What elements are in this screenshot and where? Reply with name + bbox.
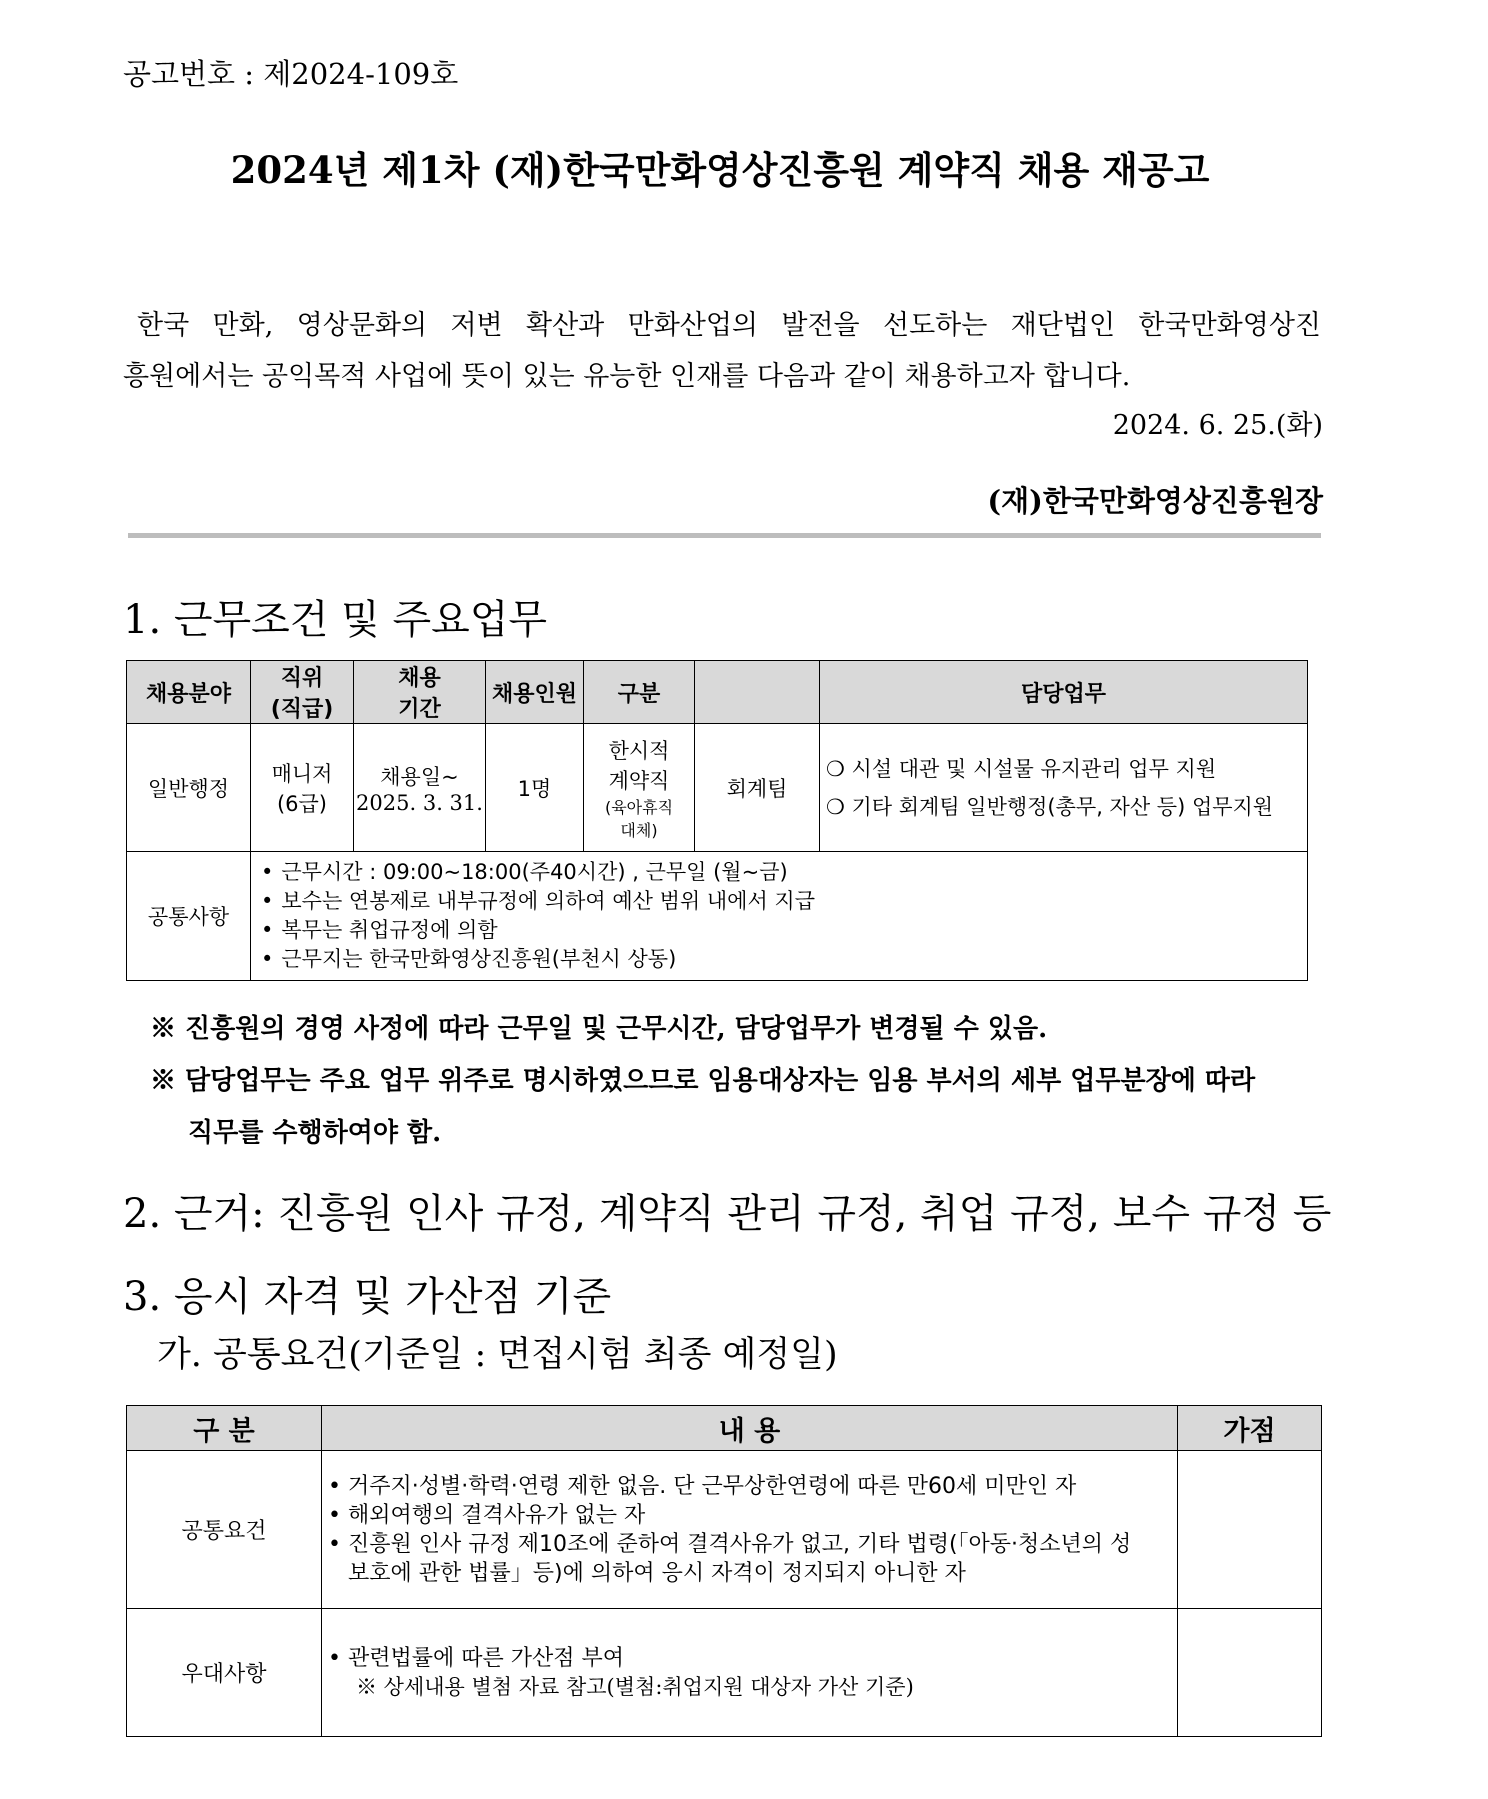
section-3a-heading: 가. 공통요건(기준일 : 면접시험 최종 예정일)	[157, 1335, 838, 1375]
section-3-heading: 3. 응시 자격 및 가산점 기준	[123, 1274, 612, 1320]
header-cell: 구 분	[127, 1406, 322, 1451]
type-cell	[584, 724, 695, 852]
section-1-notes	[150, 1003, 1325, 1159]
table-row	[127, 1451, 1322, 1609]
count-cell: 1명	[486, 724, 584, 852]
grade-text: (6급)	[276, 791, 328, 816]
list-item: ※ 상세내용 별첨 자료 참고(별첨:취업지원 대상자 가산 기준)	[356, 1674, 914, 1699]
header-cell: 가점	[1178, 1406, 1322, 1451]
notice-date: 2024. 6. 25.(화)	[1112, 410, 1323, 441]
type-note-1: (육아휴직	[604, 797, 674, 817]
qualification-table	[126, 1405, 1322, 1737]
common-label: 공통사항	[127, 852, 251, 981]
duties-cell	[820, 724, 1308, 852]
row-content	[322, 1609, 1178, 1737]
header-cell: 직위 (직급)	[251, 661, 354, 724]
points-cell	[1178, 1451, 1322, 1609]
page-title: 2024년 제1차 (재)한국만화영상진흥원 계약직 채용 재공고	[230, 148, 1210, 192]
position-cell	[251, 724, 354, 852]
table-row	[127, 852, 1308, 981]
list-item: • 근무지는 한국만화영상진흥원(부천시 상동)	[261, 947, 677, 971]
list-item: • 복무는 취업규정에 의함	[261, 918, 498, 942]
section-2-heading: 2. 근거: 진흥원 인사 규정, 계약직 관리 규정, 취업 규정, 보수 규정 등	[123, 1191, 1332, 1237]
field-cell: 일반행정	[127, 724, 251, 852]
position-text: 매니저	[271, 761, 333, 786]
list-item: 보호에 관한 법률」등)에 의하여 응시 자격이 정지되지 아니한 자	[348, 1560, 966, 1586]
list-item: • 관련법률에 따른 가산점 부여	[328, 1645, 624, 1671]
header-cell: 구분	[584, 661, 695, 724]
note-item: 직무를 수행하여야 함.	[188, 1118, 442, 1148]
header-cell: 담당업무	[820, 661, 1308, 724]
team-cell: 회계팀	[695, 724, 820, 852]
header-cell: 채용인원	[486, 661, 584, 724]
header-cell: 채용분야	[127, 661, 251, 724]
header-cell: 채용 기간	[354, 661, 486, 724]
duty-item: ❍ 시설 대관 및 시설물 유지관리 업무 지원	[826, 756, 1217, 781]
period-cell	[354, 724, 486, 852]
row-label: 공통요건	[127, 1451, 322, 1609]
note-item: ※ 담당업무는 주요 업무 위주로 명시하였으므로 임용대상자는 임용 부서의 세부 업무분장에 따라	[150, 1066, 1256, 1096]
period-end: 2025. 3. 31.	[356, 790, 483, 815]
intro-line-1: 한국 만화, 영상문화의 저변 확산과 만화산업의 발전을 선도하는 재단법인 한국만화영상진	[137, 310, 1321, 341]
type-note-2: 대체)	[620, 820, 658, 840]
intro-paragraph	[123, 300, 1321, 402]
table-row	[127, 724, 1308, 852]
period-start: 채용일~	[380, 764, 459, 789]
header-cell: 내 용	[322, 1406, 1178, 1451]
table-header-row	[127, 1406, 1322, 1451]
table-row	[127, 1609, 1322, 1737]
header-cell	[695, 661, 820, 724]
issuer: (재)한국만화영상진흥원장	[987, 484, 1323, 518]
table-header-row	[127, 661, 1308, 724]
row-label: 우대사항	[127, 1609, 322, 1737]
list-item: • 보수는 연봉제로 내부규정에 의하여 예산 범위 내에서 지급	[261, 889, 815, 913]
points-cell	[1178, 1609, 1322, 1737]
row-content	[322, 1451, 1178, 1609]
work-conditions-table	[126, 660, 1308, 981]
list-item: • 해외여행의 결격사유가 없는 자	[328, 1502, 646, 1528]
type-line-1: 한시적	[608, 738, 670, 763]
duty-item: ❍ 기타 회계팀 일반행정(총무, 자산 등) 업무지원	[826, 794, 1274, 819]
type-line-2: 계약직	[608, 768, 670, 793]
note-item: ※ 진흥원의 경영 사정에 따라 근무일 및 근무시간, 담당업무가 변경될 수 있음.	[150, 1014, 1048, 1044]
list-item: • 거주지·성별·학력·연령 제한 없음. 단 근무상한연령에 따른 만60세 미만인 자	[328, 1473, 1077, 1499]
list-item: • 진흥원 인사 규정 제10조에 준하여 결격사유가 없고, 기타 법령(「아동·청소년의 성	[328, 1531, 1132, 1557]
notice-number: 공고번호 : 제2024-109호	[123, 57, 459, 91]
intro-line-2: 흥원에서는 공익목적 사업에 뜻이 있는 유능한 인재를 다음과 같이 채용하고자 합니다.	[123, 361, 1131, 392]
common-items	[251, 852, 1308, 981]
section-1-heading: 1. 근무조건 및 주요업무	[123, 597, 548, 643]
divider	[128, 533, 1321, 538]
list-item: • 근무시간 : 09:00~18:00(주40시간) , 근무일 (월~금)	[261, 860, 788, 884]
